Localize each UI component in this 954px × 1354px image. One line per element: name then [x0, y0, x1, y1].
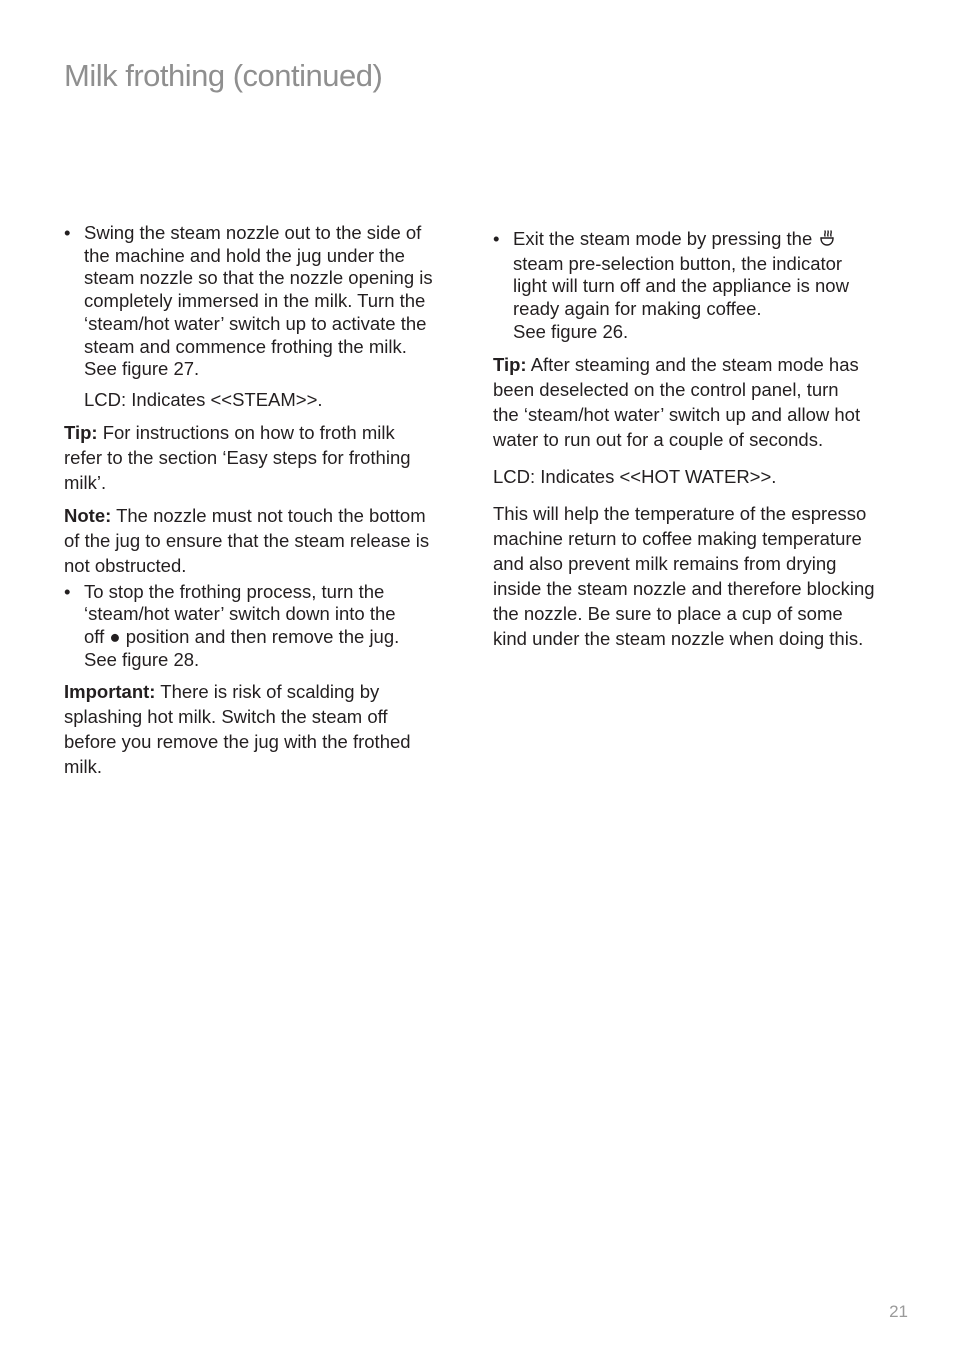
temperature-paragraph	[493, 501, 887, 651]
text-line: ‘steam/hot water’ switch down into the	[84, 603, 396, 625]
text-line: To stop the frothing process, turn the	[84, 580, 385, 602]
text-line: See figure 28.	[84, 648, 200, 670]
text-line: See figure 26.	[513, 320, 629, 342]
text-line: not obstructed.	[64, 554, 187, 576]
left-column	[64, 222, 456, 787]
page-number: 21	[889, 1302, 908, 1321]
steam-icon	[818, 229, 836, 253]
important-paragraph	[64, 679, 456, 779]
page-title: Milk frothing (continued)	[64, 58, 383, 93]
text-line: completely immersed in the milk. Turn the	[84, 290, 426, 312]
text-line: See figure 27.	[84, 358, 200, 380]
text-fragment: Exit the steam mode by pressing the	[513, 228, 813, 249]
text-line: inside the steam nozzle and therefore blocking	[493, 577, 875, 599]
text-line: For instructions on how to froth milk	[97, 421, 395, 443]
bullet-swing-nozzle	[64, 222, 456, 381]
note-label: Note:	[64, 504, 112, 526]
important-label: Important:	[64, 681, 156, 703]
text-line: been deselected on the control panel, turn	[493, 378, 839, 400]
text-line: of the jug to ensure that the steam release is	[64, 529, 430, 551]
text-line: kind under the steam nozzle when doing this.	[493, 627, 864, 649]
note-paragraph	[64, 503, 456, 578]
text-line: splashing hot milk. Switch the steam off	[64, 706, 388, 728]
tip-label: Tip:	[493, 353, 527, 375]
text-line: The nozzle must not touch the bottom	[111, 504, 426, 526]
text-line: There is risk of scalding by	[155, 681, 380, 703]
text-line: refer to the section ‘Easy steps for frothing	[64, 446, 411, 468]
text-line: the machine and hold the jug under the	[84, 244, 405, 266]
bullet-dot: •	[64, 580, 71, 602]
tip-label: Tip:	[64, 421, 98, 443]
lcd-steam: LCD: Indicates <<STEAM>>.	[84, 388, 323, 410]
text-line: steam nozzle so that the nozzle opening is	[84, 267, 433, 289]
bullet-exit-steam	[493, 228, 887, 344]
text-line: steam and commence frothing the milk.	[84, 335, 407, 357]
text-line: the ‘steam/hot water’ switch up and allow hot	[493, 403, 861, 425]
bullet-dot: •	[64, 222, 71, 243]
tip-paragraph	[64, 420, 456, 495]
bullet-dot: •	[493, 228, 500, 249]
lcd-hot-water: LCD: Indicates <<HOT WATER>>.	[493, 465, 777, 487]
text-line: light will turn off and the appliance is now	[513, 275, 849, 297]
text-line	[84, 626, 456, 649]
text-line: steam pre-selection button, the indicator	[513, 252, 843, 274]
off-position-icon: ●	[109, 626, 121, 648]
text-line: the nozzle. Be sure to place a cup of some	[493, 602, 843, 624]
text-line: ‘steam/hot water’ switch up to activate the	[84, 312, 427, 334]
text-line: This will help the temperature of the espresso	[493, 502, 867, 524]
text-line: before you remove the jug with the frothed	[64, 731, 411, 753]
text-line: Swing the steam nozzle out to the side of	[84, 222, 422, 243]
tip-paragraph	[493, 352, 887, 452]
right-column	[493, 228, 887, 659]
text-line: milk’.	[64, 471, 107, 493]
text-line	[513, 228, 887, 253]
text-line: milk.	[64, 756, 103, 778]
text-line: and also prevent milk remains from drying	[493, 552, 837, 574]
text-line: machine return to coffee making temperature	[493, 527, 862, 549]
text-line: water to run out for a couple of seconds.	[493, 428, 824, 450]
text-line: After steaming and the steam mode has	[526, 353, 859, 375]
text-line: ready again for making coffee.	[513, 298, 762, 320]
text-fragment: position and then remove the jug.	[120, 626, 400, 648]
text-fragment: off	[84, 626, 110, 648]
bullet-stop-frothing	[64, 581, 456, 672]
